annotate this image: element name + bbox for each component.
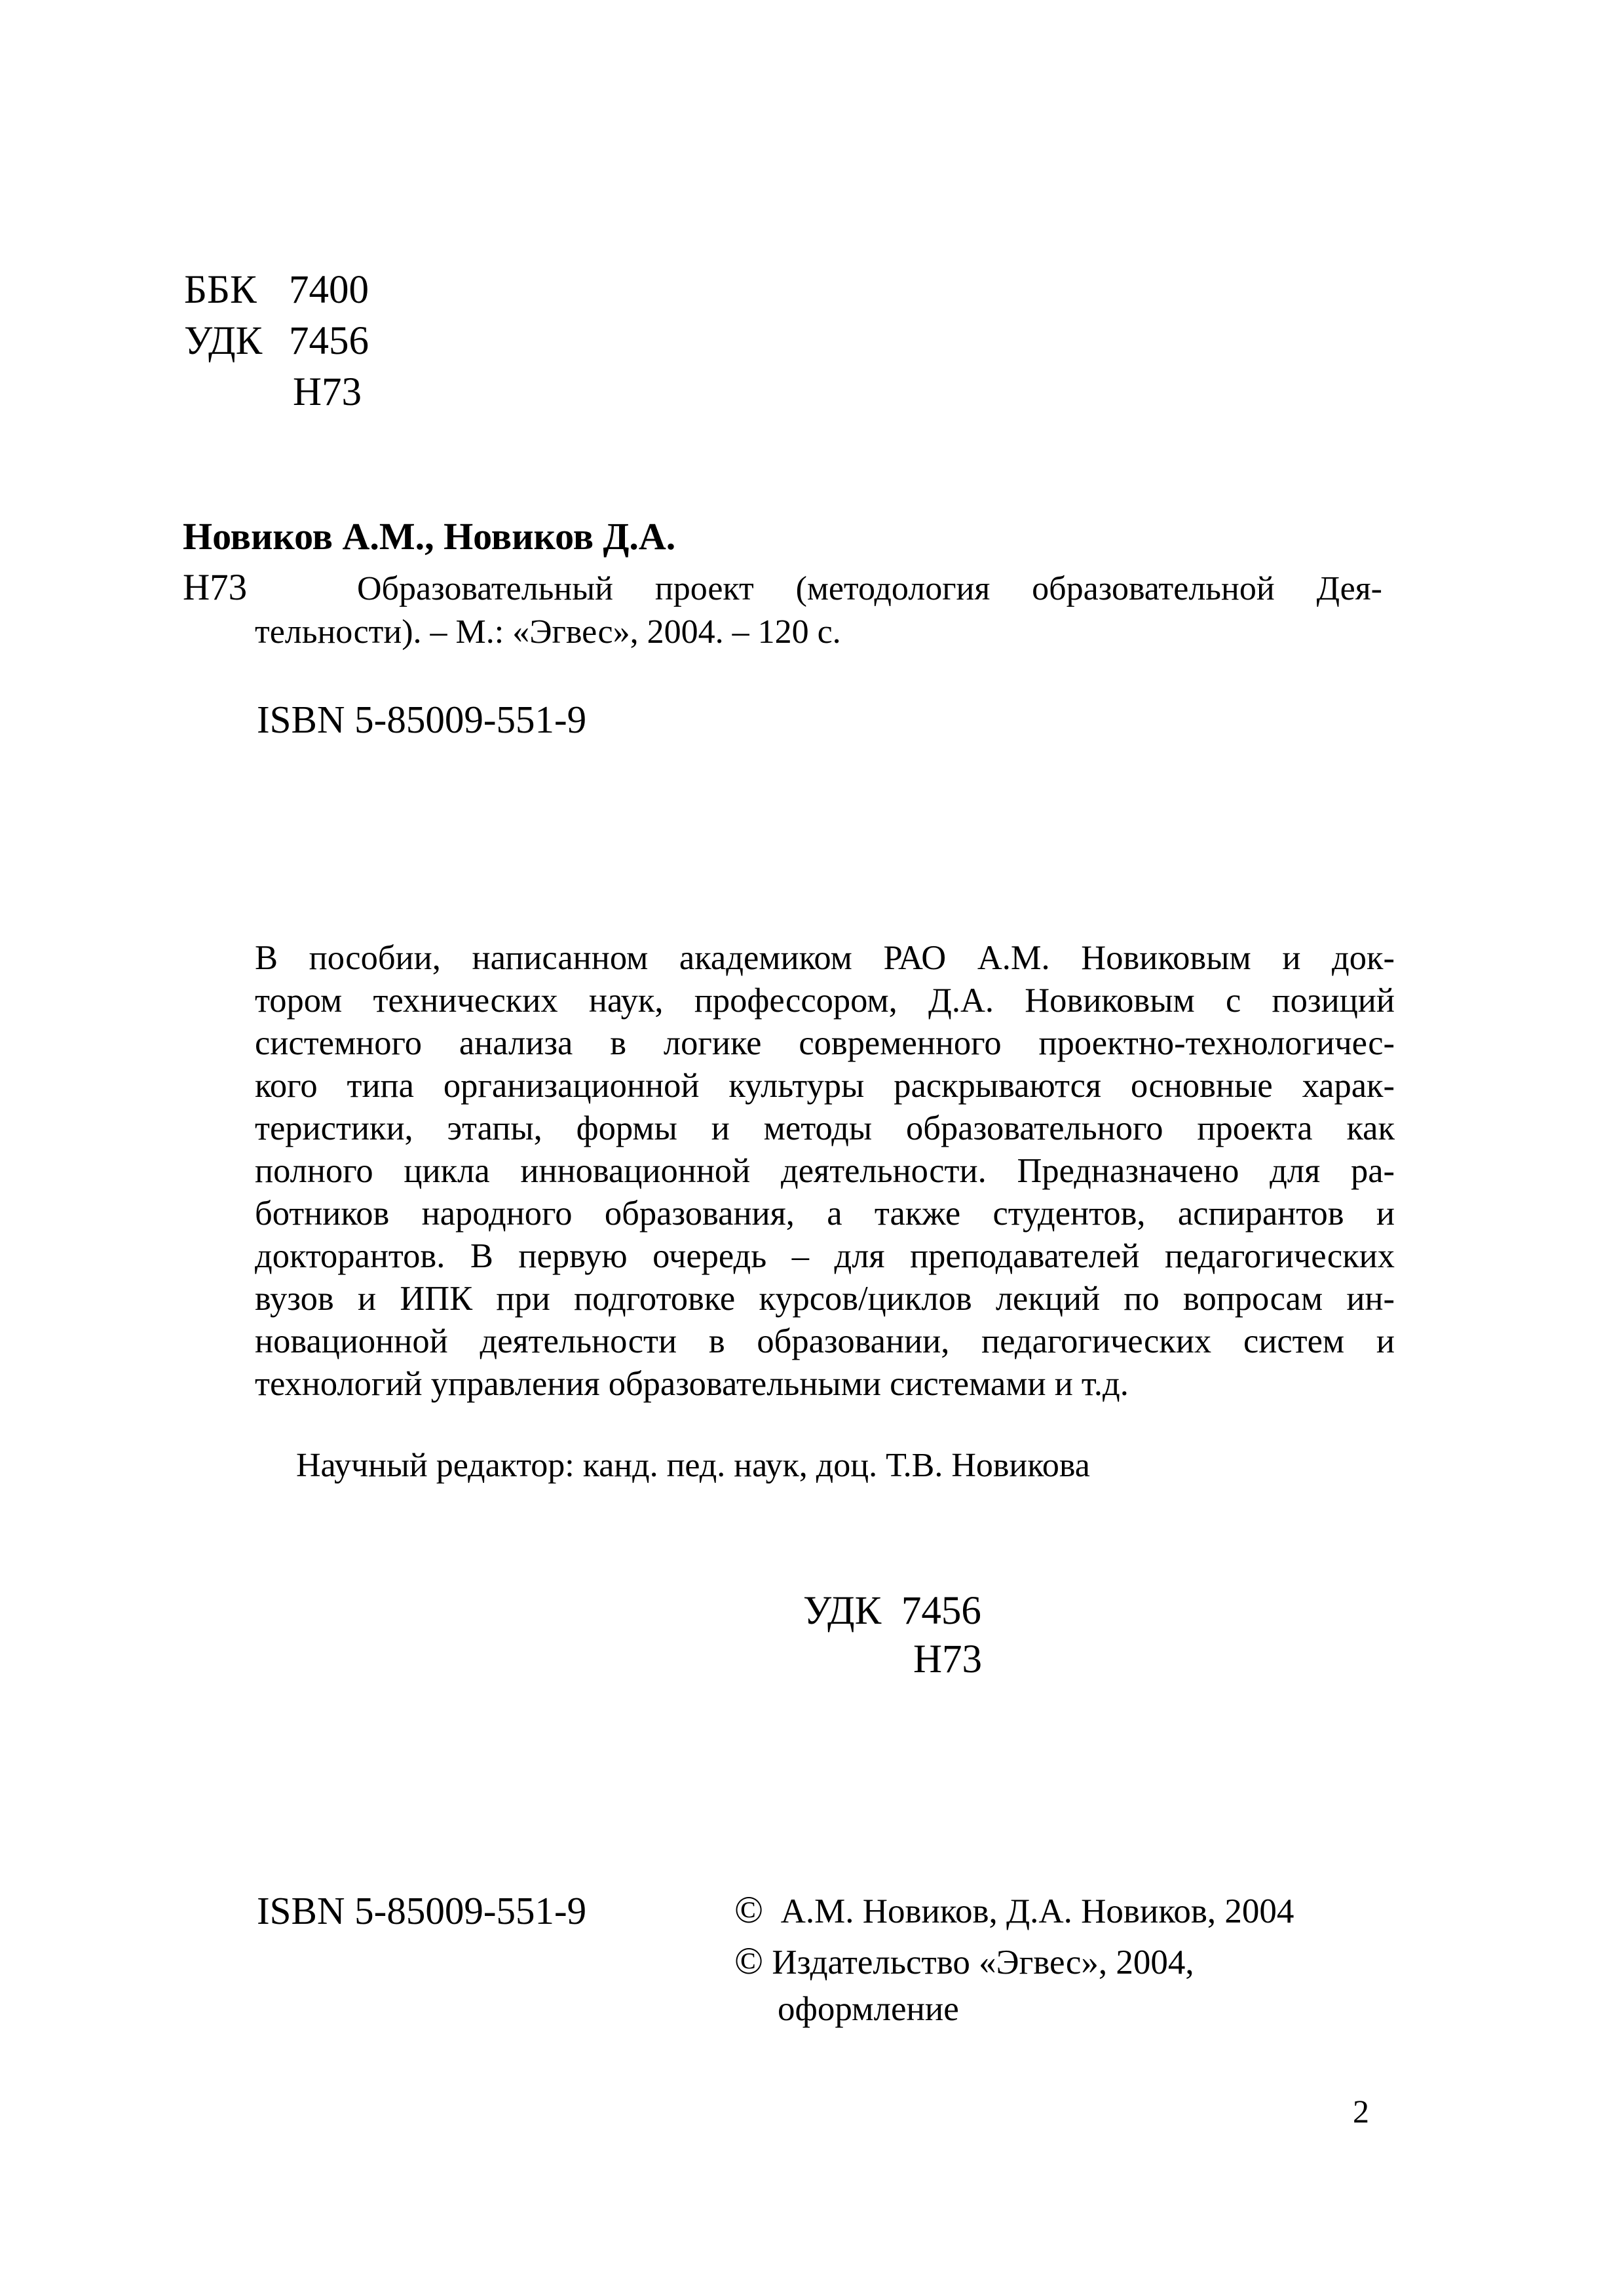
- bbk-code: 7400: [289, 268, 369, 312]
- scientific-editor: Научный редактор: канд. пед. наук, доц. Т.В. Новикова: [296, 1447, 1090, 1484]
- annotation-line: полного цикла инновационной деятельности. Предназначено для ра-: [255, 1152, 1395, 1190]
- annotation-line: теристики, этапы, формы и методы образовательного проекта как: [255, 1109, 1395, 1147]
- copyright-publisher-design: оформление: [778, 1990, 959, 2028]
- annotation-line: кого типа организационной культуры раскрываются основные харак-: [255, 1067, 1395, 1105]
- annotation-line: ботников народного образования, а также студентов, аспирантов и: [255, 1195, 1395, 1233]
- bbk-line: [184, 270, 369, 310]
- authors-heading: Новиков А.М., Новиков Д.А.: [183, 515, 676, 558]
- author-mark-card: Н73: [183, 567, 248, 608]
- udk-block-code: 7456: [901, 1589, 981, 1633]
- bibliographic-line-1: Образовательный проект (методология образовательной Дея-: [357, 570, 1382, 607]
- author-mark-top: Н73: [293, 370, 362, 414]
- udk-block-line: [803, 1590, 981, 1632]
- page-number: 2: [1353, 2093, 1369, 2130]
- annotation-line: системного анализа в логике современного проектно-технологичес-: [255, 1024, 1395, 1062]
- copyright-authors: [734, 1887, 1294, 1934]
- udk-line: [184, 321, 369, 361]
- annotation-line: докторантов. В первую очередь – для преподавателей педагогических: [255, 1237, 1395, 1275]
- bbk-label: ББК: [184, 268, 257, 312]
- annotation-line: технологий управления образовательными системами и т.д.: [255, 1365, 1129, 1403]
- copyright-icon: ©: [734, 1888, 764, 1931]
- copyright-icon: ©: [734, 1940, 764, 1982]
- annotation-line: тором технических наук, профессором, Д.А. Новиковым с позиций: [255, 982, 1395, 1020]
- bibliographic-line-2: тельности). – М.: «Эгвес», 2004. – 120 с.: [255, 613, 841, 651]
- udk-code: 7456: [289, 319, 369, 363]
- isbn-top: ISBN 5-85009-551-9: [257, 698, 587, 741]
- annotation-line: В пособии, написанном академиком РАО А.М. Новиковым и док-: [255, 939, 1395, 977]
- copyright-publisher: [734, 1938, 1194, 1985]
- annotation-line: новационной деятельности в образовании, педагогических систем и: [255, 1322, 1395, 1360]
- copyright-publisher-text: Издательство «Эгвес», 2004,: [772, 1943, 1194, 1981]
- udk-block-author-mark: Н73: [913, 1637, 983, 1681]
- udk-label: УДК: [184, 319, 263, 363]
- annotation-paragraph: [255, 937, 1395, 1406]
- isbn-bottom: ISBN 5-85009-551-9: [257, 1889, 587, 1932]
- annotation-line: вузов и ИПК при подготовке курсов/циклов лекций по вопросам ин-: [255, 1280, 1395, 1318]
- copyright-authors-text: А.М. Новиков, Д.А. Новиков, 2004: [780, 1892, 1294, 1930]
- udk-block-label: УДК: [803, 1589, 882, 1633]
